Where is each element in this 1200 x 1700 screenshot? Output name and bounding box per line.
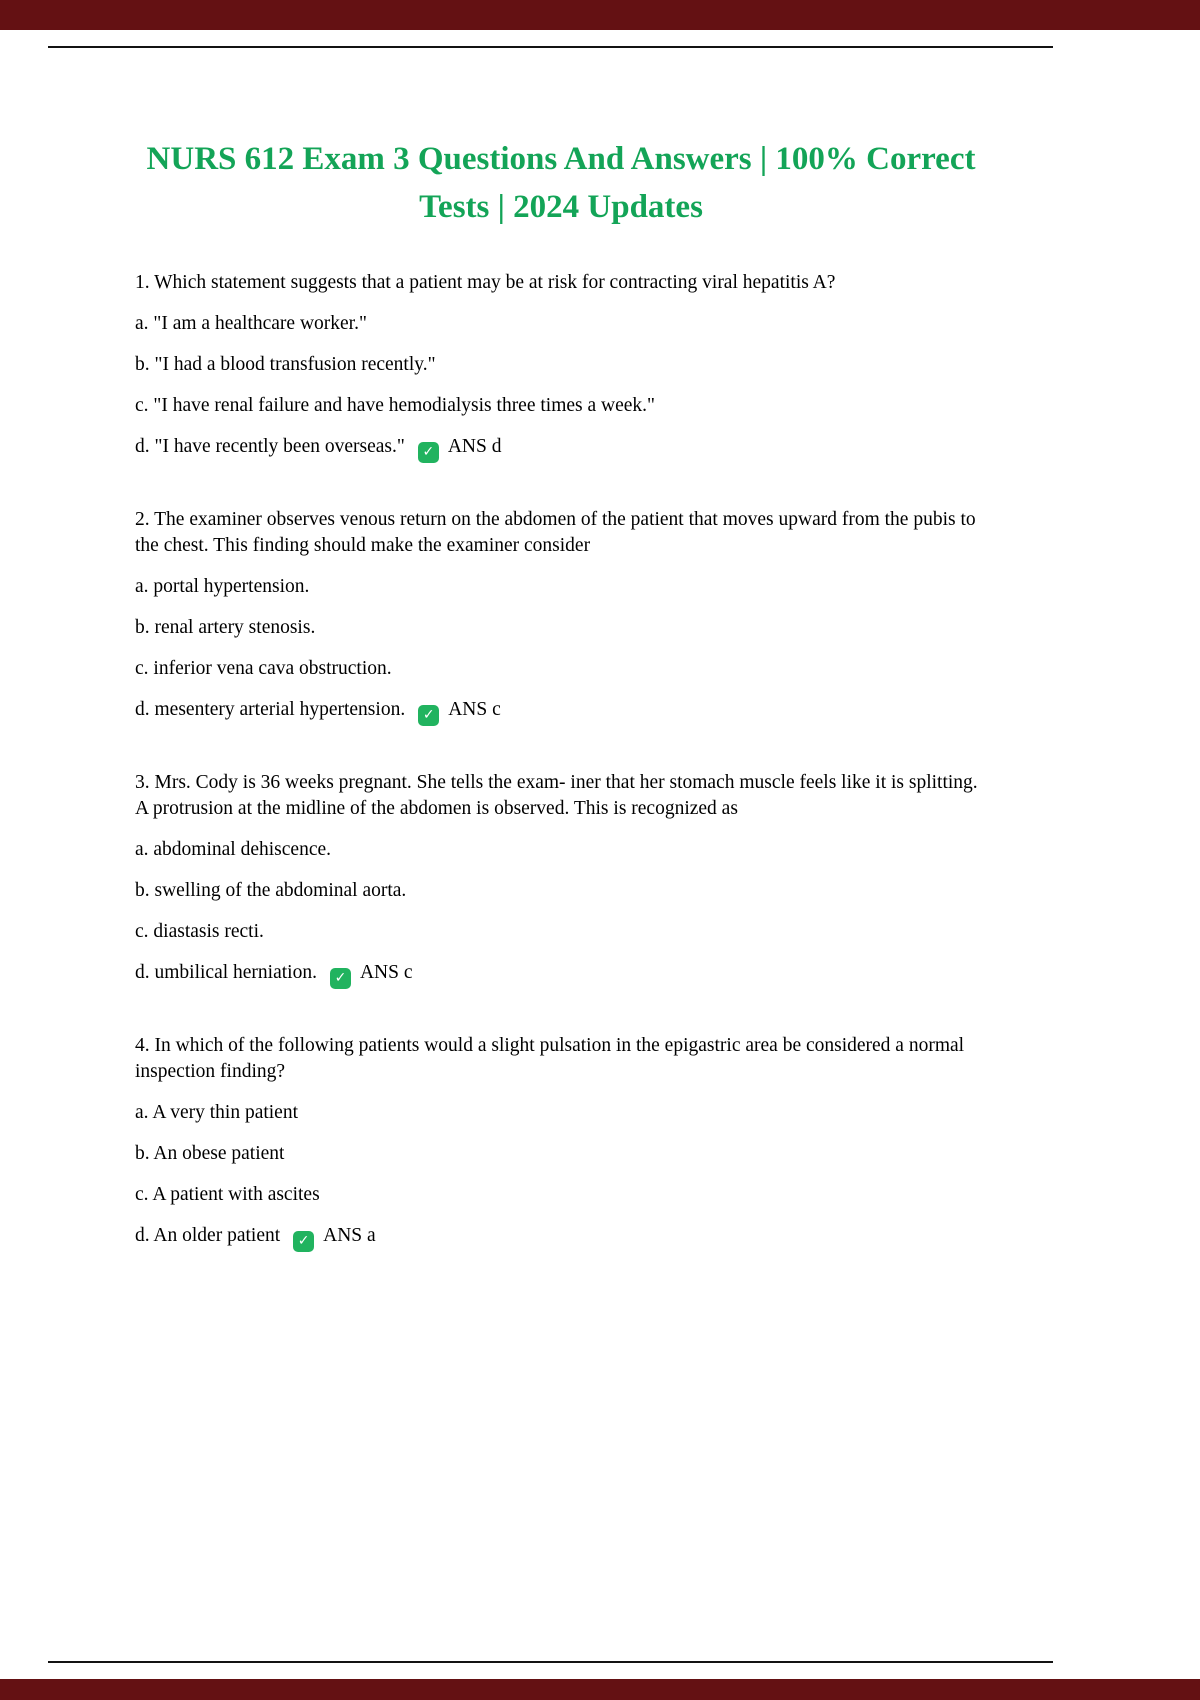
question-text: 1. Which statement suggests that a patient may be at risk for contracting viral hepatitis A?: [135, 271, 836, 293]
option-line: [135, 1223, 987, 1252]
option-text: c. inferior vena cava obstruction.: [135, 657, 392, 679]
option-text: b. "I had a blood transfusion recently.": [135, 353, 436, 375]
document-content: [135, 0, 987, 1296]
question-block: [135, 770, 987, 989]
option-line: [135, 434, 987, 463]
option-line: [135, 697, 987, 726]
option-text: b. renal artery stenosis.: [135, 616, 316, 638]
answer-label: ANS a: [323, 1224, 376, 1246]
answer-label: ANS c: [448, 698, 501, 720]
option-text: d. umbilical herniation.: [135, 961, 317, 983]
option-line: [135, 615, 987, 641]
answer-label: ANS c: [359, 961, 413, 983]
option-line: [135, 837, 987, 863]
option-text: a. A very thin patient: [135, 1101, 299, 1123]
option-text: d. An older patient: [135, 1224, 281, 1246]
checkmark-icon: ✓: [330, 968, 351, 989]
option-line: [135, 1100, 987, 1126]
page-title: NURS 612 Exam 3 Questions And Answers | 100% Correct Tests | 2024 Updates: [146, 141, 976, 225]
option-line: [135, 878, 987, 904]
option-text: d. mesentery arterial hypertension.: [135, 698, 406, 720]
option-text: c. A patient with ascites: [135, 1183, 320, 1205]
option-line: [135, 1182, 987, 1208]
question-text: 2. The examiner observes venous return on the abdomen of the patient that moves upward from the pubis to the chest. This finding should make the examiner consider: [135, 508, 976, 556]
option-text: c. "I have renal failure and have hemodialysis three times a week.": [135, 394, 655, 416]
question-text: 3. Mrs. Cody is 36 weeks pregnant. She tells the exam- iner that her stomach muscle feels like it is splitting. A protrusion at the midline of the abdomen is observed. This is recognized as: [135, 771, 978, 819]
option-text: b. An obese patient: [135, 1142, 285, 1164]
questions-list: [135, 270, 987, 1252]
option-line: [135, 1141, 987, 1167]
question-block: [135, 270, 987, 463]
question-text: 4. In which of the following patients would a slight pulsation in the epigastric area be considered a normal inspection finding?: [135, 1034, 965, 1082]
option-text: c. diastasis recti.: [135, 920, 264, 942]
option-text: a. "I am a healthcare worker.": [135, 312, 367, 334]
option-line: [135, 311, 987, 337]
checkmark-icon: ✓: [418, 442, 439, 463]
option-text: d. "I have recently been overseas.": [135, 435, 405, 457]
option-line: [135, 656, 987, 682]
option-line: [135, 960, 987, 989]
checkmark-icon: ✓: [293, 1231, 314, 1252]
option-line: [135, 352, 987, 378]
answer-label: ANS d: [447, 435, 502, 457]
question-block: [135, 507, 987, 726]
bottom-rule-line: [48, 1661, 1053, 1663]
checkmark-icon: ✓: [418, 705, 439, 726]
option-line: [135, 574, 987, 600]
option-text: b. swelling of the abdominal aorta.: [135, 879, 407, 901]
option-text: a. abdominal dehiscence.: [135, 838, 331, 860]
bottom-maroon-bar: [0, 1679, 1200, 1700]
option-text: a. portal hypertension.: [135, 575, 310, 597]
question-block: [135, 1033, 987, 1252]
option-line: [135, 393, 987, 419]
option-line: [135, 919, 987, 945]
